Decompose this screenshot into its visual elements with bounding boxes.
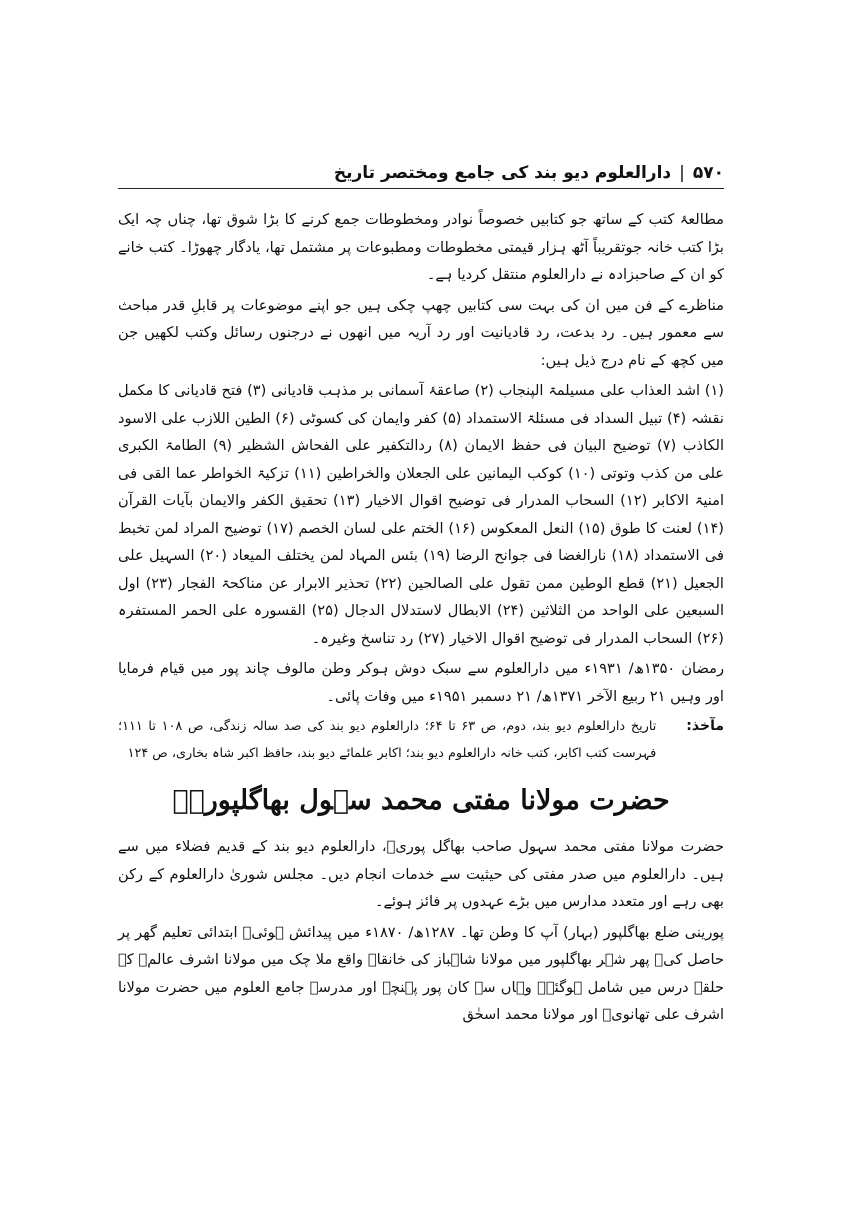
header-separator: | [679, 163, 685, 183]
header-rule [118, 188, 724, 189]
body-text [118, 206, 724, 1029]
book-title: دارالعلوم دیو بند کی جامع ومختصر تاریخ [333, 163, 672, 183]
section-heading: حضرت مولانا مفتی محمد سہول بھاگلپوریؒ [172, 785, 670, 816]
running-header [118, 156, 724, 190]
paragraph-library: مطالعۂ کتب کے ساتھ جو کتابیں خصوصاً نوادر ومخطوطات جمع کرنے کا بڑا شوق تھا، چناں چہ ایک بڑا کتب خانہ جوتقریباً آٹھ ہزار قیمتی مخطوطات ومطبوعات پر مشتمل تھا، یادگار چھوڑا۔ کتب خانے کو ان کے صاحبزادہ نے دارالعلوم منتقل کردیا ہے۔ [118, 211, 724, 283]
sources-label: مآخذ: [686, 718, 724, 734]
paragraph-early-life: پورینی ضلع بھاگلپور (بہار) آپ کا وطن تھا۔ ۱۲۸۷ھ/ ۱۸۷۰ء میں پیدائش ہوئی۔ ابتدائی تعلیم گھر پر حاصل کی۔ پھر شہر بھاگلپور میں مولانا شاہباز کی خانقاہ واقع ملا چک میں مولانا اشرف عالمؒ کے حلقہ درس میں شامل ہوگئے۔ وہاں سے کان پور پہنچے اور مدرسہ جامع العلوم میں حضرت مولانا اشرف علی تھانویؒ اور مولانا محمد اسحٰق [118, 923, 724, 1023]
paragraph-debates: مناظرے کے فن میں ان کی بہت سی کتابیں چھپ چکی ہیں جو اپنے موضوعات پر قابلِ قدر مباحث سے معمور ہیں۔ رد بدعت، رد قادیانیت اور رد آریہ میں انھوں نے درجنوں رسائل وکتب لکھیں جن میں کچھ کے نام درج ذیل ہیں: [118, 296, 724, 369]
page-number: ۵۷۰ [692, 163, 724, 183]
sources-text: تاریخ دارالعلوم دیو بند، دوم، ص ۶۳ تا ۶۴؛ دارالعلوم دیو بند کی صد سالہ زندگی، ص ۱۰۸ تا ۱۱۱؛ فہرست کتب اکابر، کتب خانہ دارالعلوم دیو بند؛ اکابر علمائے دیو بند، حافظ اکبر شاہ بخاری، ص ۱۲۴ [118, 719, 657, 761]
paragraph-introduction: حضرت مولانا مفتی محمد سہول صاحب بھاگل پوریؒ، دارالعلوم دیو بند کے قدیم فضلاء میں سے ہیں۔ دارالعلوم میں صدر مفتی کی حیثیت سے خدمات انجام دیں۔ مجلس شوریٰ دارالعلوم کے رکن بھی رہے اور متعدد مدارس میں بڑے عہدوں پر فائز ہوئے۔ [118, 838, 724, 910]
paragraph-book-list: (۱) اشد العذاب علی مسیلمۃ الپنجاب (۲) صاعقۂ آسمانی بر مذہب قادیانی (۳) فتح قادیانی کا مکمل نقشہ (۴) تبیل السداد فی مسئلۃ الاستمداد (۵) کفر وایمان کی کسوٹی (۶) الطین اللازب علی الاسود الکاذب (۷) توضیح البیان فی حفظ الایمان (۸) ردالتکفیر علی الفحاش الشظیر (۹) الطامۃ الکبری علی من کذب وتوتی (۱۰) کوکب الیمانین علی الجعلان والخراطین (۱۱) تزکیۃ الخواطر عما القی فی امنیۃ الاکابر (۱۲) السحاب المدرار فی توضیح اقوال الاخیار (۱۳) تحقیق الکفر والایمان بآیات القرآن (۱۴) لعنت کا طوق (۱۵) النعل المعکوس (۱۶) الختم علی لسان الخصم (۱۷) توضیح المراد لمن تخبط فی الاستمداد (۱۸) نارالغضا فی جوانح الرضا (۱۹) بئس المہاد لمن یختلف المیعاد (۲۰) السہیل علی الجعیل (۲۱) قطع الوطین ممن تقول علی الصالحین (۲۲) تحذیر الابرار عن مناکحۃ الفجار (۲۳) اول السبعین علی الواحد من الثلاثین (۲۴) الابطال لاستدلال الدجال (۲۵) القسورہ علی الحمر المستفرہ (۲۶) السحاب المدرار فی توضیح اقوال الاخیار (۲۷) رد تناسخ وغیرہ۔ [118, 382, 725, 647]
paragraph-death: رمضان ۱۳۵۰ھ/ ۱۹۳۱ء میں دارالعلوم سے سبک دوش ہوکر وطن مالوف چاند پور میں قیام فرمایا اور وہیں ۲۱ ربیع الآخر ۱۳۷۱ھ/ ۲۱ دسمبر ۱۹۵۱ء میں وفات پائی۔ [118, 660, 725, 705]
sources-note [118, 713, 724, 767]
